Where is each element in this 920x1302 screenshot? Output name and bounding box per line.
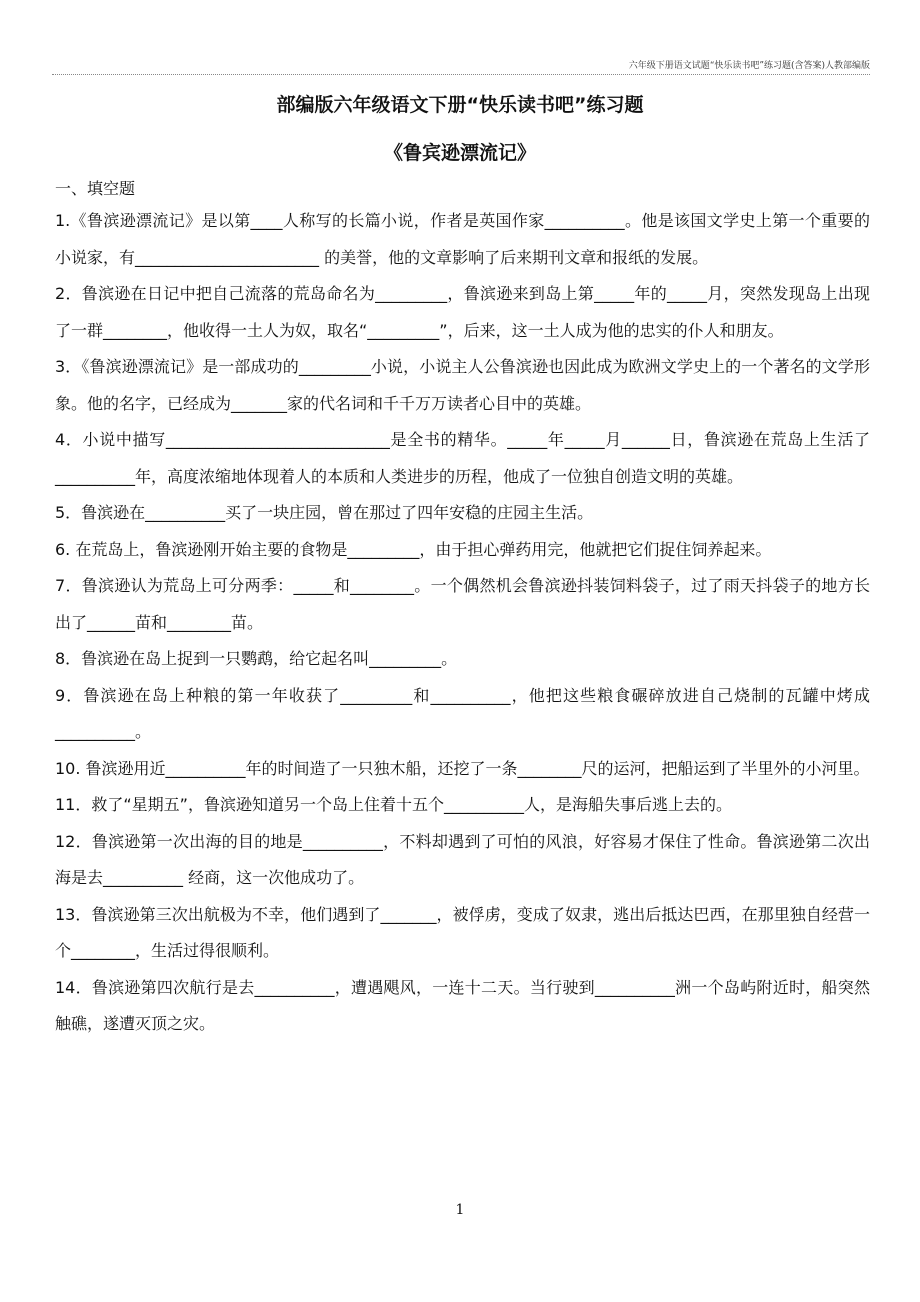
question-list xyxy=(55,203,870,1043)
question-4: 4．小说中描写____________________________是全书的精华。_____年_____月______日，鲁滨逊在荒岛上生活了__________年，高度浓缩地体现着人的本质和人类进步的历程，他成了一位独自创造文明的英雄。 xyxy=(55,430,870,486)
question-7: 7．鲁滨逊认为荒岛上可分两季：_____和________。一个偶然机会鲁滨逊抖装饲料袋子，过了雨天抖袋子的地方长出了______苗和________苗。 xyxy=(55,576,870,632)
question-13: 13．鲁滨逊第三次出航极为不幸，他们遇到了_______，被俘虏，变成了奴隶，逃出后抵达巴西，在那里独自经营一个________，生活过得很顺利。 xyxy=(55,904,870,960)
question-10: 10. 鲁滨逊用近__________年的时间造了一只独木船，还挖了一条________尺的运河，把船运到了半里外的小河里。 xyxy=(55,758,870,778)
running-header: 六年级下册语文试题“快乐读书吧”练习题(含答案)人教部编版 xyxy=(628,61,870,71)
section-heading: 一、填空题 xyxy=(55,179,136,198)
question-1: 1.《鲁滨逊漂流记》是以第____人称写的长篇小说，作者是英国作家__________。他是该国文学史上第一个重要的小说家，有_______________________ 的美誉，他的文章影响了后来期刊文章和报纸的发展。 xyxy=(55,211,870,267)
page-number: 1 xyxy=(455,1202,465,1218)
question-8: 8．鲁滨逊在岛上捉到一只鹦鹉，给它起名叫_________。 xyxy=(55,649,458,668)
question-6: 6. 在荒岛上，鲁滨逊刚开始主要的食物是_________，由于担心弹药用完，他就把它们捉住饲养起来。 xyxy=(55,539,772,559)
document-subtitle: 《鲁宾逊漂流记》 xyxy=(383,142,536,164)
question-9: 9．鲁滨逊在岛上种粮的第一年收获了_________和__________，他把这些粮食碾碎放进自己烧制的瓦罐中烤成__________。 xyxy=(55,685,870,741)
question-14: 14．鲁滨逊第四次航行是去__________，遭遇飓风，一连十二天。当行驶到__________洲一个岛屿附近时，船突然触礁，遂遭灭顶之灾。 xyxy=(55,977,870,1033)
question-2: 2．鲁滨逊在日记中把自己流落的荒岛命名为_________，鲁滨逊来到岛上第_____年的_____月，突然发现岛上出现了一群________，他收得一土人为奴，取名“_________”，后来，这一土人成为他的忠实的仆人和朋友。 xyxy=(55,284,870,340)
header-divider xyxy=(52,74,870,75)
question-12: 12．鲁滨逊第一次出海的目的地是__________，不料却遇到了可怕的风浪，好容易才保住了性命。鲁滨逊第二次出海是去__________ 经商，这一次他成功了。 xyxy=(55,831,870,887)
document-title: 部编版六年级语文下册“快乐读书吧”练习题 xyxy=(276,94,644,116)
question-3: 3．《鲁滨逊漂流记》是一部成功的_________小说，小说主人公鲁滨逊也因此成为欧洲文学史上的一个著名的文学形象。他的名字，已经成为_______家的代名词和千千万万读者心目中的英雄。 xyxy=(55,357,870,413)
question-5: 5．鲁滨逊在__________买了一块庄园，曾在那过了四年安稳的庄园主生活。 xyxy=(55,503,594,522)
question-11: 11．救了“星期五”，鲁滨逊知道另一个岛上住着十五个__________人，是海船失事后逃上去的。 xyxy=(55,795,732,814)
